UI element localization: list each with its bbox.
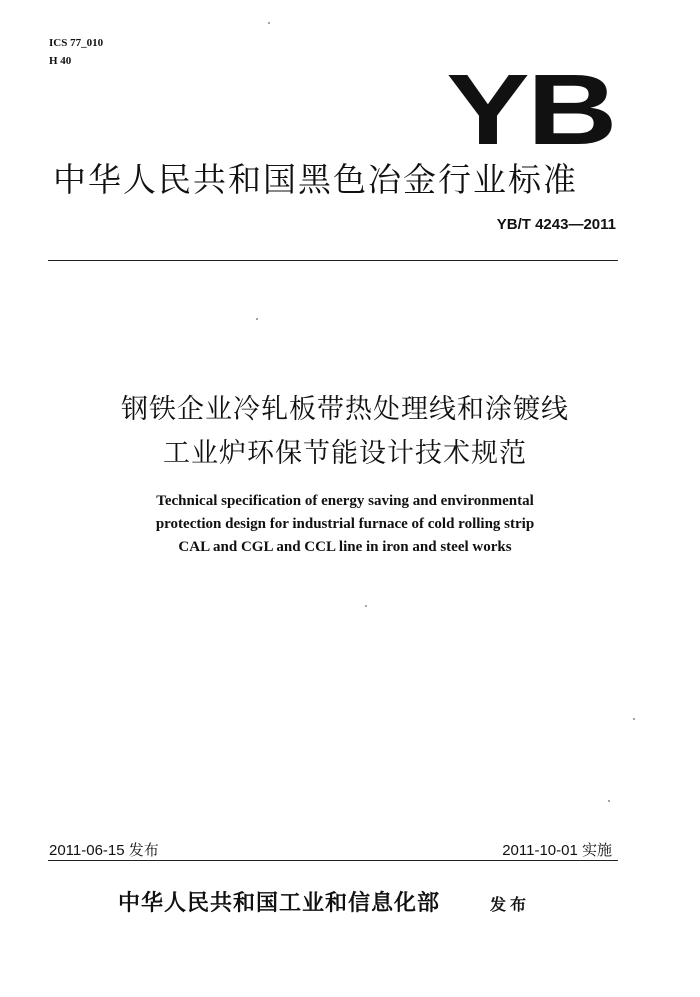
top-divider	[48, 260, 618, 261]
english-title	[40, 490, 650, 559]
issue-date: 2011-06-15 发布	[49, 842, 159, 859]
scan-speck	[608, 800, 610, 802]
yb-logo: YB	[446, 54, 615, 166]
standard-body-title: 中华人民共和国黑色冶金行业标准	[53, 160, 578, 199]
ics-code-block	[49, 34, 103, 70]
standard-number: YB/T 4243—2011	[496, 216, 616, 233]
chinese-title-line-1: 钢铁企业冷轧板带热处理线和涂镀线	[121, 394, 569, 425]
english-title-line-3: CAL and CGL and CCL line in iron and steel works	[178, 539, 512, 555]
scan-speck	[256, 318, 258, 320]
issuing-ministry: 中华人民共和国工业和信息化部	[118, 890, 441, 916]
english-title-line-2: protection design for industrial furnace of cold rolling strip	[155, 516, 535, 532]
chinese-title-line-2: 工业炉环保节能设计技术规范	[163, 438, 527, 469]
category-code: H 40	[49, 55, 72, 67]
publish-label: 发布	[490, 895, 531, 914]
bottom-divider	[48, 860, 618, 861]
scan-speck	[365, 605, 367, 607]
scan-speck	[633, 718, 635, 720]
scan-speck	[268, 22, 270, 24]
chinese-title	[40, 388, 650, 476]
english-title-line-1: Technical specification of energy saving and environmental	[156, 493, 534, 509]
ics-code: ICS 77_010	[49, 37, 104, 49]
implementation-date: 2011-10-01 实施	[502, 842, 612, 859]
